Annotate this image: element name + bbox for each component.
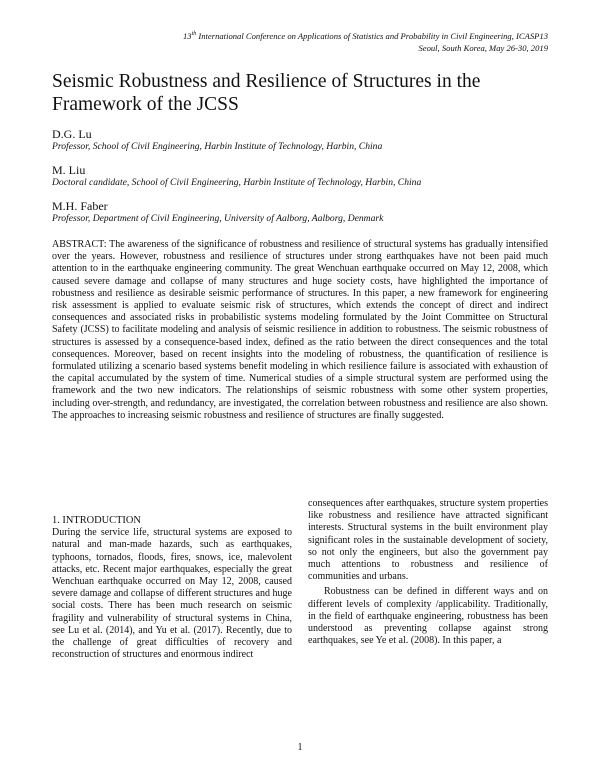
intro-paragraph-1-continued: consequences after earthquakes, structure system properties like robustness and resilience have attracted significant interests. Structural systems in the built environment play significant roles in the sustainable development of society, so not only the engineers, but also the government pay much attentions to robustness and resilience of communities and urbans. xyxy=(308,498,548,583)
left-column xyxy=(52,498,292,661)
author-name: M.H. Faber xyxy=(52,199,108,213)
section-heading: 1. INTRODUCTION xyxy=(52,515,141,526)
conference-line-1: 13th International Conference on Applications of Statistics and Probability in Civil Engineering, ICASP13 xyxy=(182,30,548,41)
author-affiliation: Doctoral candidate, School of Civil Engineering, Harbin Institute of Technology, Harbin, China xyxy=(52,177,422,188)
author-affiliation: Professor, School of Civil Engineering, Harbin Institute of Technology, Harbin, China xyxy=(52,141,383,152)
intro-paragraph-1: During the service life, structural systems are exposed to natural and man-made hazards, such as earthquakes, typhoons, tornados, floods, fires, snows, ice, malevolent attacks, etc. Recent major earthquakes, especially the great Wenchuan earthquake occurred on May 12, 2008, caused severe damage and collapse of different structures and huge social costs. There has been much research on seismic fragility and vulnerability of structural systems in China, see Lu et al. (2014), and Yu et al. (2017). Recently, due to the challenge of great difficulties of recovery and reconstruction of structures and enormous indirect xyxy=(52,527,292,661)
page-number: 1 xyxy=(297,742,303,753)
author-block-2 xyxy=(52,163,552,189)
right-column xyxy=(308,498,548,647)
intro-paragraph-2: Robustness can be defined in different ways and on different levels of complexity /applicability. Traditionally, in the field of earthquake engineering, robustness has been understood as preventing collapse against strong earthquakes, see Ye et al. (2008). In this paper, a xyxy=(308,586,548,647)
author-name: M. Liu xyxy=(52,163,86,177)
author-block-3 xyxy=(52,199,552,225)
conference-line-2: Seoul, South Korea, May 26-30, 2019 xyxy=(418,42,548,53)
paper-title: Seismic Robustness and Resilience of Structures in the Framework of the JCSS xyxy=(52,71,481,115)
author-name: D.G. Lu xyxy=(52,127,92,141)
author-affiliation: Professor, Department of Civil Engineering, University of Aalborg, Aalborg, Denmark xyxy=(52,213,384,224)
author-block-1 xyxy=(52,127,552,153)
conference-header xyxy=(183,28,548,54)
abstract: ABSTRACT: The awareness of the significance of robustness and resilience of structural systems has gradually intensified over the years. However, robustness and resilience of structures under strong earthquakes have not been paid much attention to in the earthquake engineering community. The great Wenchuan earthquake occurred on May 12, 2008, which caused severe damage and collapse of many structures and huge society costs, have highlighted the importance of robustness and resilience as desirable seismic performance of structures. In this paper, a new framework for engineering risk assessment is applied to evaluate seismic risk of structures, which extends the concept of direct and indirect consequences and associated risks in probabilistic systems modeling formulated by the Joint Committee on Structural Safety (JCSS) to facilitate modeling and analysis of seismic resilience in addition to robustness. The seismic robustness of structures is assessed by a consequence-based index, defined as the ratio between the direct consequences and the total consequences. Moreover, based on recent insights into the modeling of robustness, the quantification of resilience is formulated utilizing a scenario based systems benefit modeling in which resilience failure is associated with exhaustion of the capital accumulated by the system of time. Numerical studies of a simple structural system are performed using the framework and the two new indicators. The relationships of seismic robustness with some other system properties, including over-strength, and redundancy, are investigated, the correlation between robustness and resilience are also shown. The approaches to increasing seismic robustness and resilience of structures are finally suggested. xyxy=(52,239,548,421)
